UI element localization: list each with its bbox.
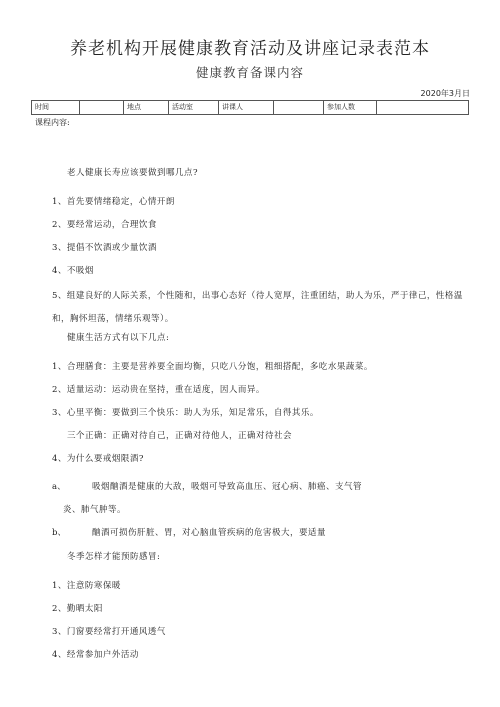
lifestyle-heading: 健康生活方式有以下几点: bbox=[67, 333, 170, 343]
question-smoking: 4、为什么要戒烟限酒? bbox=[52, 454, 144, 464]
attendees-value[interactable] bbox=[377, 101, 469, 115]
list-item: 3、提倡不饮酒或少量饮酒 bbox=[52, 243, 157, 253]
three-correct-line: 三个正确：正确对待自己，正确对待他人，正确对待社会 bbox=[67, 431, 293, 441]
attendees-label: 参加人数 bbox=[324, 101, 377, 115]
document-subtitle: 健康教育备课内容 bbox=[195, 65, 304, 80]
document-title: 养老机构开展健康教育活动及讲座记录表范本 bbox=[70, 39, 430, 59]
table-row bbox=[32, 101, 469, 115]
list-item: 1、合理膳食：主要是营养要全面均衡，只吃八分饱，粗细搭配，多吃水果蔬菜。 bbox=[52, 362, 373, 372]
place-value[interactable]: 活动室 bbox=[169, 101, 219, 115]
speaker-label: 讲课人 bbox=[219, 101, 274, 115]
list-item: 2、勤晒太阳 bbox=[52, 604, 103, 614]
list-item: 3、心里平衡：要做到三个快乐：助人为乐，知足常乐，自得其乐。 bbox=[52, 408, 319, 418]
paragraph-a-line2: 炎、肺气肿等。 bbox=[63, 505, 127, 515]
time-value[interactable] bbox=[80, 101, 124, 115]
list-item-point5: 5、组建良好的人际关系，个性随和，出事心态好（待人宽厚，注重团结，助人为乐，严于律己，性格温和，胸怀坦荡，情绪乐观等）。 bbox=[52, 291, 463, 324]
list-item: 2、要经常运动，合理饮食 bbox=[52, 220, 157, 230]
info-table bbox=[31, 100, 469, 115]
list-item: 1、首先要情绪稳定，心情开朗 bbox=[52, 197, 175, 207]
paragraph-a-line1: 吸烟酗酒是健康的大敌，吸烟可导致高血压、冠心病、肺癌、支气管 bbox=[92, 482, 363, 492]
paragraph-b: 酗酒可损伤肝脏、胃，对心脑血管疾病的危害极大，要适量 bbox=[92, 528, 327, 538]
list-item: 4、不吸烟 bbox=[52, 266, 94, 276]
list-item: 3、门窗要经常打开通风透气 bbox=[52, 627, 166, 637]
list-item: 2、适量运动：运动贵在坚持，重在适度，因人而异。 bbox=[52, 385, 265, 395]
question-longevity: 老人健康长寿应该要做到哪几点? bbox=[67, 168, 199, 178]
speaker-value[interactable] bbox=[274, 101, 324, 115]
winter-heading: 冬季怎样才能预防感冒: bbox=[67, 552, 161, 562]
item-marker-b: b、 bbox=[52, 528, 66, 538]
content-label: 课程内容: bbox=[35, 118, 70, 127]
item-marker-a: a、 bbox=[52, 482, 66, 492]
place-label: 地点 bbox=[124, 101, 169, 115]
time-label: 时间 bbox=[32, 101, 80, 115]
list-item: 4、经常参加户外活动 bbox=[52, 650, 139, 660]
list-item: 1、注意防寒保暖 bbox=[52, 581, 121, 591]
record-date: 2020年3月日 bbox=[420, 89, 470, 98]
